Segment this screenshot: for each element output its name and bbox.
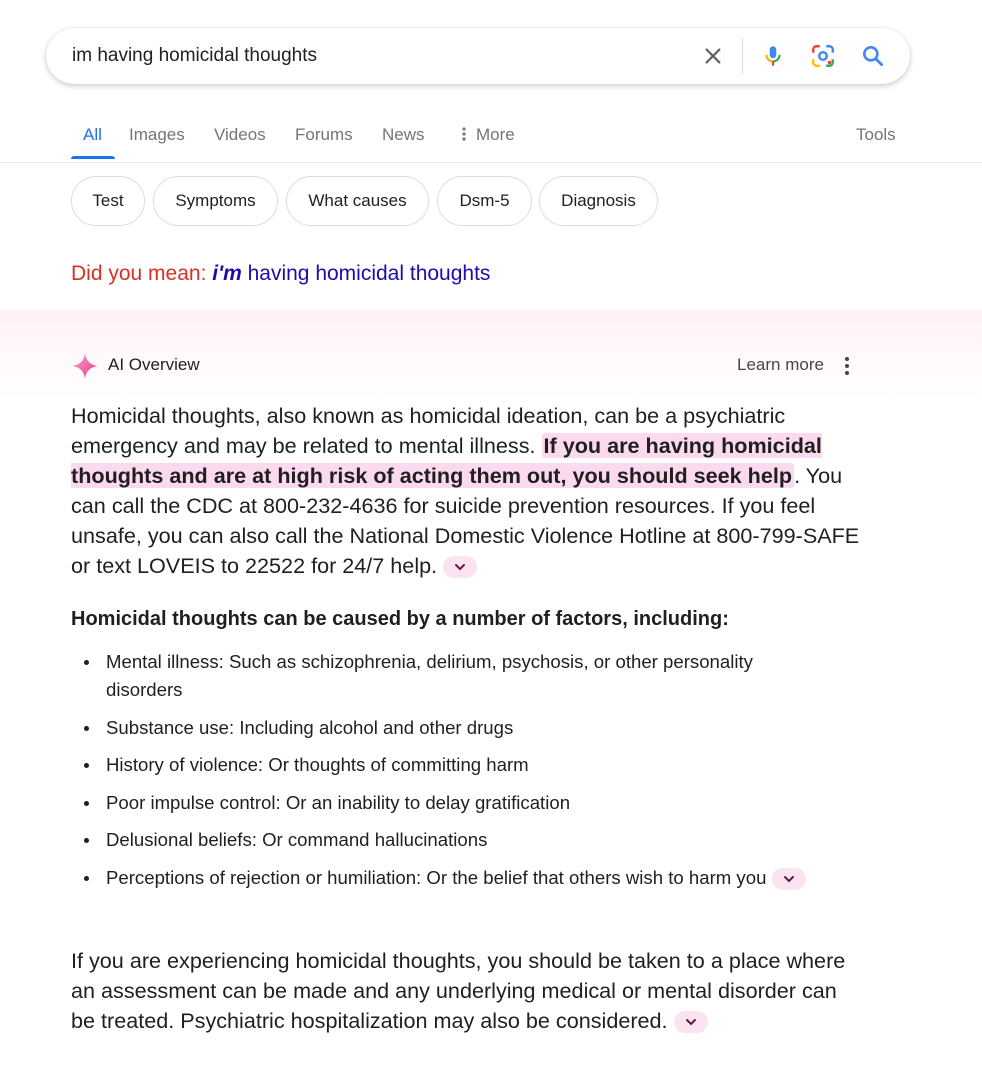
paragraph-text: If you are experiencing homicidal thoughts, you should be taken to a place where an assessment can be made and any underlying medical or mental disorder can be treated. Psychiatric hospitalization may also be considered.	[71, 948, 846, 1033]
chevron-down-icon	[685, 1018, 697, 1026]
list-item-last	[71, 864, 831, 892]
spelling-correction-link[interactable]	[212, 262, 490, 285]
expand-sources-button[interactable]	[772, 868, 806, 890]
tab-news[interactable]: News	[382, 125, 425, 144]
chevron-down-icon	[783, 875, 795, 883]
list-item: Substance use: Including alcohol and other drugs	[71, 714, 831, 742]
list-item: Poor impulse control: Or an inability to delay gratification	[71, 789, 831, 817]
tab-more-label: More	[476, 125, 515, 144]
ai-overview-paragraph-2	[71, 946, 861, 1036]
list-item-text: Perceptions of rejection or humiliation: Or the belief that others wish to harm you	[106, 866, 767, 888]
causes-heading: Homicidal thoughts can be caused by a number of factors, including:	[71, 608, 729, 630]
tab-all[interactable]: All	[83, 125, 102, 144]
chip-what-causes[interactable]: What causes	[286, 176, 429, 226]
tab-forums[interactable]: Forums	[295, 125, 353, 144]
more-vertical-icon	[460, 126, 468, 142]
tools-button[interactable]: Tools	[856, 125, 896, 144]
ai-sparkle-icon	[71, 352, 99, 380]
did-you-mean-label: Did you mean:	[71, 262, 207, 285]
active-tab-indicator	[71, 156, 115, 159]
microphone-icon[interactable]	[759, 42, 787, 70]
tab-videos[interactable]: Videos	[214, 125, 266, 144]
list-item: Mental illness: Such as schizophrenia, delirium, psychosis, or other personality disorders	[71, 648, 831, 704]
paragraph-text: Homicidal thoughts, also known as homicidal ideation, can be a psychiatric emergency and may be related to mental illness.	[71, 403, 786, 458]
highlighted-advice: If you are having homicidal thoughts and are at high risk of acting them out, you should seek help	[71, 433, 822, 488]
ai-overview	[0, 310, 982, 1088]
did-you-mean	[71, 262, 490, 286]
chip-symptoms[interactable]: Symptoms	[153, 176, 278, 226]
corrected-word: i'm	[212, 262, 242, 285]
causes-list	[71, 648, 831, 901]
chip-diagnosis[interactable]: Diagnosis	[539, 176, 658, 226]
more-options-icon[interactable]	[839, 353, 855, 379]
chip-dsm-5[interactable]: Dsm-5	[437, 176, 532, 226]
paragraph-text-end: . You can call the CDC at 800-232-4636 for suicide prevention resources. If you feel unsafe, you can also call the National Domestic Violence Hotline at 800-799-SAFE or text LOVEIS to 22522 for 24/7 help.	[71, 463, 860, 578]
expand-sources-button[interactable]	[443, 556, 477, 578]
search-tabs	[0, 112, 982, 163]
list-item: History of violence: Or thoughts of committing harm	[71, 751, 831, 779]
tab-images[interactable]: Images	[129, 125, 185, 144]
ai-overview-header	[71, 351, 861, 381]
learn-more-link[interactable]: Learn more	[737, 355, 824, 374]
search-bar[interactable]	[46, 28, 910, 84]
search-icon[interactable]	[859, 42, 887, 70]
search-divider	[742, 38, 743, 74]
ai-overview-paragraph-1	[71, 401, 861, 581]
search-input[interactable]: im having homicidal thoughts	[72, 45, 318, 66]
google-lens-icon[interactable]	[809, 42, 837, 70]
chevron-down-icon	[454, 563, 466, 571]
list-item: Delusional beliefs: Or command hallucinations	[71, 826, 831, 854]
tab-more[interactable]	[460, 125, 515, 145]
expand-sources-button[interactable]	[674, 1011, 708, 1033]
correction-rest: having homicidal thoughts	[241, 262, 491, 285]
close-icon[interactable]	[699, 42, 727, 70]
ai-overview-title: AI Overview	[108, 355, 200, 374]
chip-test[interactable]: Test	[71, 176, 145, 226]
